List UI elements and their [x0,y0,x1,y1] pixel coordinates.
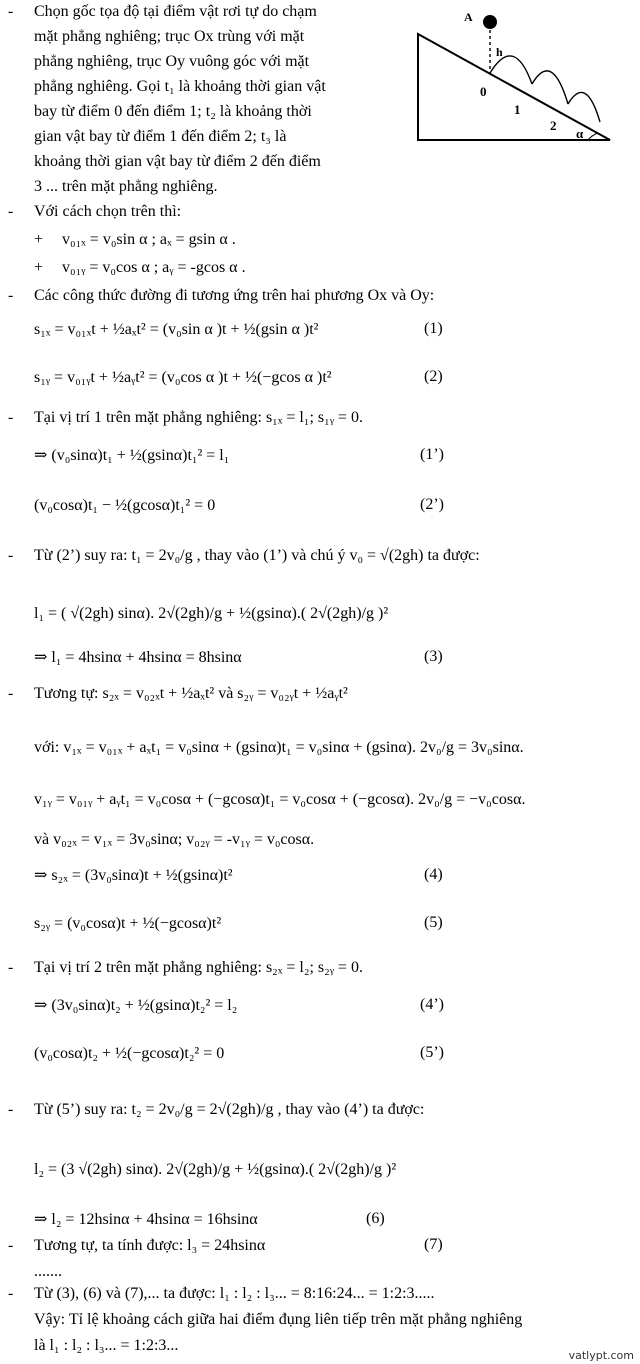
bullet-dash: - [8,1101,14,1118]
incline-figure [410,6,636,148]
label-A: A [464,10,473,24]
eq-number-5: (5) [424,914,443,931]
conclusion-line-2: là l₁ : l₂ : l₃... = 1:2:3... [34,1337,179,1354]
similar-s2: Tương tự: s₂ₓ = v₀₂ₓt + ½aₓt² và s₂ᵧ = v₀₂ᵧt + ½aᵧt² [34,685,348,702]
eq-s2x: ⇒ s₂ₓ = (3v₀sinα)t + ½(gsinα)t² [34,867,233,884]
intro-line-6: gian vật bay từ điểm 1 đến điểm 2; t₃ là [34,128,287,145]
eq-number-5p: (5’) [420,1044,444,1061]
label-0: 0 [480,84,487,99]
eq-number-3: (3) [424,648,443,665]
eq-5prime: (v₀cosα)t₂ + ½(−gcosα)t₂² = 0 [34,1045,225,1062]
section-position2-heading: Tại vị trí 2 trên mặt phẳng nghiêng: s₂ₓ = l₂; s₂ᵧ = 0. [34,959,363,976]
eq-l2-substitution: l₂ = (3 √(2gh) sinα). 2√(2gh)/g + ½(gsinα).( 2√(2gh)/g )² [34,1161,397,1178]
derive-t2: Từ (5’) suy ra: t₂ = 2v₀/g = 2√(2gh)/g , thay vào (4’) ta được: [34,1101,425,1118]
ball-icon [483,15,497,29]
eq-number-6: (6) [366,1210,385,1227]
section-position1-heading: Tại vị trí 1 trên mặt phẳng nghiêng: s₁ₓ = l₁; s₁ᵧ = 0. [34,409,363,426]
eq-l1-substitution: l₁ = ( √(2gh) sinα). 2√(2gh)/g + ½(gsinα).( 2√(2gh)/g )² [34,605,389,622]
eq-4prime: ⇒ (3v₀sinα)t₂ + ½(gsinα)t₂² = l₂ [34,997,238,1014]
intro-line-2: mặt phẳng nghiêng; trục Ox trùng với mặt [34,28,305,45]
conclusion-line-1: Vậy: Tỉ lệ khoảng cách giữa hai điểm đụng liên tiếp trên mặt phẳng nghiêng [34,1311,523,1328]
section-formulas-heading: Các công thức đường đi tương ứng trên hai phương Ox và Oy: [34,287,435,304]
intro-line-4: phẳng nghiêng. Gọi t₁ là khoảng thời gian vật [34,78,326,95]
eq-number-2p: (2’) [420,496,444,513]
bullet-dash: - [8,409,14,426]
eq-v02: và v₀₂ₓ = v₁ₓ = 3v₀sinα; v₀₂ᵧ = -v₁ᵧ = v₀cosα. [34,831,315,848]
eq-v01y: v₀₁ᵧ = v₀cos α ; aᵧ = -gcos α . [62,259,246,276]
eq-2prime: (v₀cosα)t₁ − ½(gcosα)t₁² = 0 [34,497,216,514]
section-choice-heading: Với cách chọn trên thì: [34,203,182,220]
bullet-dash: - [8,203,14,220]
label-alpha: α [576,126,584,141]
eq-number-1p: (1’) [420,446,444,463]
label-h: h [496,45,503,59]
plus-bullet: + [34,259,44,276]
derive-t1: Từ (2’) suy ra: t₁ = 2v₀/g , thay vào (1’) và chú ý v₀ = √(2gh) ta được: [34,547,480,564]
bullet-dash: - [8,547,14,564]
ratio-result: Từ (3), (6) và (7),... ta được: l₁ : l₂ : l₃... = 8:16:24... = 1:2:3..... [34,1285,435,1302]
bullet-dash: - [8,1237,14,1254]
bullet-dash: - [8,1285,14,1302]
watermark: vatlypt.com [568,1349,634,1362]
eq-number-7: (7) [424,1236,443,1253]
intro-line-3: phẳng nghiêng, trục Oy vuông góc với mặt [34,53,310,70]
bullet-dash: - [8,685,14,702]
label-2: 2 [550,118,557,133]
eq-number-2: (2) [424,368,443,385]
eq-v1x: với: v₁ₓ = v₀₁ₓ + aₓt₁ = v₀sinα + (gsinα)t₁ = v₀sinα + (gsinα). 2v₀/g = 3v₀sinα. [34,739,524,756]
label-1: 1 [514,102,521,117]
eq-l2-result: ⇒ l₂ = 12hsinα + 4hsinα = 16hsinα [34,1211,258,1228]
bullet-dash: - [8,959,14,976]
eq-s1x: s₁ₓ = v₀₁ₓt + ½aₓt² = (v₀sin α )t + ½(gsin α )t² [34,321,319,338]
bullet-dash: - [8,287,14,304]
eq-v01x: v₀₁ₓ = v₀sin α ; aₓ = gsin α . [62,231,236,248]
eq-l3: Tương tự, ta tính được: l₃ = 24hsinα [34,1237,266,1254]
intro-line-8: 3 ... trên mặt phẳng nghiêng. [34,178,218,195]
plus-bullet: + [34,231,44,248]
ellipsis: ....... [34,1263,62,1280]
eq-number-4: (4) [424,866,443,883]
eq-s2y: s₂ᵧ = (v₀cosα)t + ½(−gcosα)t² [34,915,222,932]
intro-line-5: bay từ điểm 0 đến điểm 1; t₂ là khoảng thời [34,103,312,120]
eq-number-1: (1) [424,320,443,337]
eq-number-4p: (4’) [420,996,444,1013]
eq-v1y: v₁ᵧ = v₀₁ᵧ + aᵧt₁ = v₀cosα + (−gcosα)t₁ = v₀cosα + (−gcosα). 2v₀/g = −v₀cosα. [34,791,526,808]
eq-l1-result: ⇒ l₁ = 4hsinα + 4hsinα = 8hsinα [34,649,242,666]
eq-1prime: ⇒ (v₀sinα)t₁ + ½(gsinα)t₁² = l₁ [34,447,230,464]
bullet-dash: - [8,3,14,20]
intro-line-7: khoảng thời gian vật bay từ điểm 2 đến điểm [34,153,321,170]
eq-s1y: s₁ᵧ = v₀₁ᵧt + ½aᵧt² = (v₀cos α )t + ½(−gcos α )t² [34,369,332,386]
intro-line-1: Chọn gốc tọa độ tại điểm vật rơi tự do chạm [34,3,317,20]
